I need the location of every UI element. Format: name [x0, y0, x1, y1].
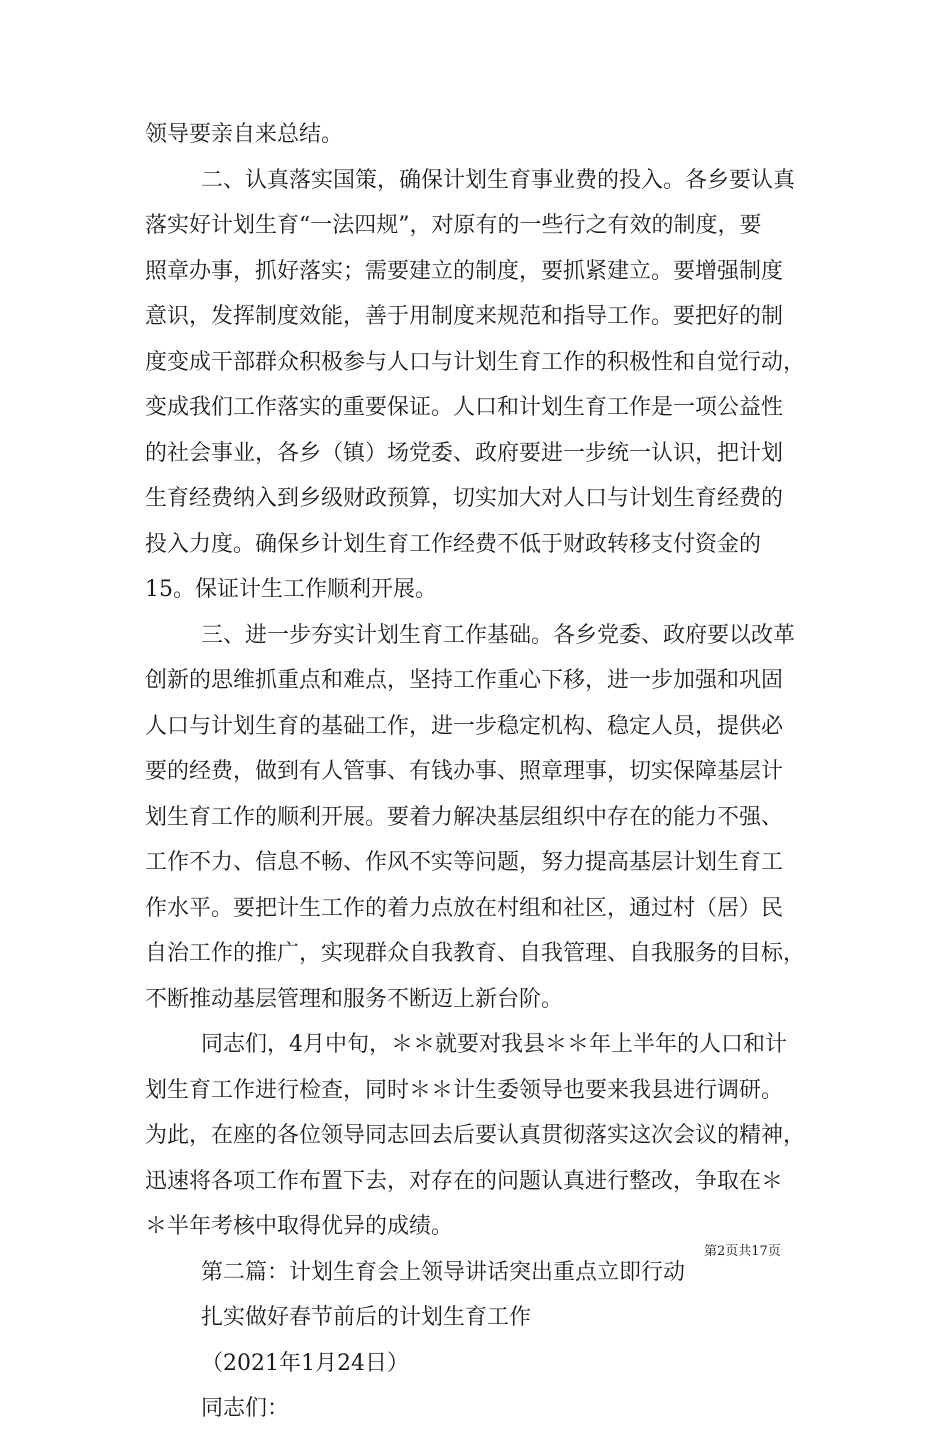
text-line: 15。保证计生工作顺利开展。 — [145, 577, 437, 602]
paragraph-start-line: 同志们，4月中旬，＊＊就要对我县＊＊年上半年的人口和计 — [201, 1032, 787, 1057]
text-line: 作水平。要把计生工作的着力点放在村组和社区，通过村（居）民 — [145, 895, 784, 921]
speech-subtitle: 扎实做好春节前后的计划生育工作 — [201, 1305, 532, 1330]
text-line: 领导要亲自来总结。 — [145, 122, 344, 147]
section-title: 第二篇：计划生育会上领导讲话突出重点立即行动 — [201, 1259, 686, 1285]
text-line: 变成我们工作落实的重要保证。人口和计划生育工作是一项公益性 — [145, 395, 784, 420]
speech-date: （2021年1月24日） — [201, 1350, 409, 1376]
text-line: 人口与计划生育的基础工作，进一步稳定机构、稳定人员，提供必 — [145, 713, 784, 739]
text-line: 照章办事，抓好落实；需要建立的制度，要抓紧建立。要增强制度 — [145, 258, 784, 284]
text-line: 落实好计划生育“一法四规”，对原有的一些行之有效的制度，要 — [145, 213, 762, 238]
text-line: 的社会事业，各乡（镇）场党委、政府要进一步统一认识，把计划 — [145, 440, 784, 466]
text-line: 度变成干部群众积极参与人口与计划生育工作的积极性和自觉行动， — [145, 349, 806, 375]
text-line: 要的经费，做到有人管事、有钱办事、照章理事，切实保障基层计 — [145, 759, 784, 784]
text-line: 投入力度。确保乡计划生育工作经费不低于财政转移支付资金的 — [145, 531, 762, 557]
paragraph-start-line: 三、进一步夯实计划生育工作基础。各乡党委、政府要以改革 — [201, 622, 796, 648]
text-line: ＊半年考核中取得优异的成绩。 — [145, 1214, 454, 1239]
text-line: 创新的思维抓重点和难点，坚持工作重心下移，进一步加强和巩固 — [145, 668, 784, 693]
document-body — [145, 112, 825, 1432]
text-line: 生育经费纳入到乡级财政预算，切实加大对人口与计划生育经费的 — [145, 486, 784, 511]
text-line: 划生育工作进行检查，同时＊＊计生委领导也要来我县进行调研。 — [145, 1077, 784, 1103]
text-line: 自治工作的推广，实现群众自我教育、自我管理、自我服务的目标， — [145, 941, 806, 966]
page-number: 第2页共17页 — [704, 1244, 781, 1259]
salutation: 同志们： — [201, 1396, 290, 1421]
text-line: 为此，在座的各位领导同志回去后要认真贯彻落实这次会议的精神， — [145, 1123, 806, 1148]
text-line: 意识，发挥制度效能，善于用制度来规范和指导工作。要把好的制 — [145, 304, 784, 329]
text-line: 划生育工作的顺利开展。要着力解决基层组织中存在的能力不强、 — [145, 804, 784, 830]
paragraph-start-line: 二、认真落实国策，确保计划生育事业费的投入。各乡要认真 — [201, 167, 796, 193]
text-line: 迅速将各项工作布置下去，对存在的问题认真进行整改，争取在＊ — [145, 1168, 784, 1194]
text-line: 工作不力、信息不畅、作风不实等问题，努力提高基层计划生育工 — [145, 850, 784, 875]
text-line: 不断推动基层管理和服务不断迈上新台阶。 — [145, 986, 564, 1012]
